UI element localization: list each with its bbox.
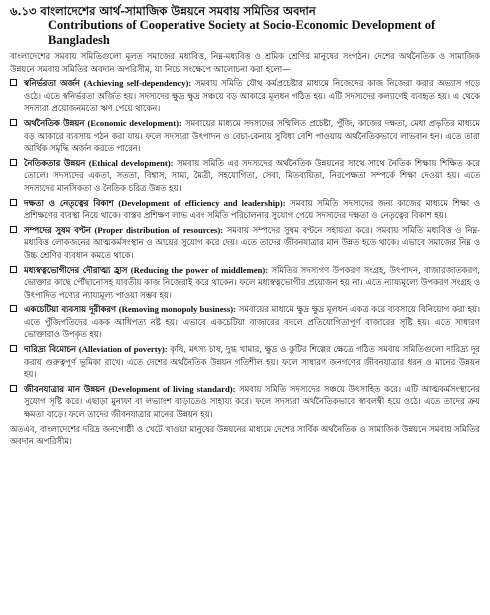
list-item [10,383,480,421]
checkbox-bullet-icon [10,119,17,126]
item-text: সমবায় সমিতি যৌথ কর্মপ্রচেষ্টার মাধ্যমে নিজেদের কাজ নিজেরা করার অভ্যাস গড়ে ওঠে। এতে স্বনির্ভরতা অর্জিত হয়। সদস্যদের ক্ষুদ্র ক্ষুদ্র সঞ্চয়ে বড় আকারে মূলধন গঠিত হয়। এটি সদস্যদের কল্যাণেই ব্যবহৃত হয়। এ থেকে সদস্যরা প্রয়োজনমতো ঋণ পেয়ে থাকেন। [24,78,480,114]
item-english-heading: (Development of efficiency and leadership): [118,197,286,208]
item-heading: স্বনির্ভরতা অর্জন [24,78,80,89]
item-heading: দক্ষতা ও নেতৃত্বের বিকাশ [24,197,114,208]
item-english-heading: (Alleviation of poverty): [78,344,168,355]
item-text: সমিতির সদস্যগণ উপকরণ সংগ্রহ, উৎপাদন, বাজারজাতকরণ, ভোক্তার কাছে পৌঁছানোসহ যাবতীয় কাজ নিজেরাই করে থাকেন। ফলে মধ্যস্বত্বভোগীর প্রয়োজন হয় না। এতে ন্যায্যমূল্যে উপকরণ সংগ্রহ ও উৎপাদিত পণ্যের ন্যায্যমূল্য পাওয়া সম্ভব হয়। [24,264,480,300]
checkbox-bullet-icon [10,159,17,166]
item-heading: দারিদ্র্য বিমোচন [24,344,76,355]
list-item [10,343,480,381]
checkbox-bullet-icon [10,385,17,392]
list-item [10,117,480,155]
item-text: সমবায় সমিতি সদস্যদের সঞ্চয়ে উৎসাহিত করে। এটি আত্মকর্মসংস্থানের সুযোগ সৃষ্টি করে। এছাড়া মুনাফা বা লভ্যাংশ বাড়াতেও সাহায্য করে। ফলে সদস্যরা অর্থনৈতিকভাবে স্বাবলম্বী হয়ে ওঠে। এতে তাদের ক্রয় ক্ষমতা বাড়ে। ফলে তাদের জীবনযাত্রার মানের উন্নয়ন হয়। [24,383,480,420]
checkbox-bullet-icon [10,226,17,233]
item-english-heading: (Proper distribution of resources): [94,224,224,235]
item-english-heading: (Ethical development): [88,157,174,168]
item-english-heading: (Removing monopoly business): [118,304,236,315]
item-english-heading: (Reducing the power of middlemen): [130,264,269,275]
checkbox-bullet-icon [10,199,17,206]
item-text: সমবায়ের মাধ্যমে ক্ষুদ্র ক্ষুদ্র মূলধন একত্র করে ব্যবসায়ে বিনিয়োগ করা হয়। এতে পুঁজিপতিদের একক আধিপত্য নষ্ট হয়। এভাবে একচেটিয়া বাজারের বদলে প্রতিযোগিতাপূর্ণ বাজারের সৃষ্টি হয়। এতে সাধারণ ভোক্তারাও উপকৃত হয়। [24,304,480,340]
item-text: সমবায় সমিতি এর সদস্যদের অর্থনৈতিক উন্নয়নের সাথে সাথে নৈতিক শিক্ষায় শিক্ষিত করে তোলে। সদস্যদের একতা, সততা, বিশ্বাস, সাম্য, মৈত্রী, সহযোগিতা, সেবা, মিতব্যয়িতা, নিরপেক্ষতা সম্পর্কে শিক্ষা দেওয়া হয়। এতে সদস্যদের মানসিকতা ও নৈতিক চরিত্র উন্নত হয়। [24,157,480,193]
item-heading: নৈতিকতার উন্নয়ন [24,157,86,168]
item-heading: অর্থনৈতিক উন্নয়ন [24,117,85,128]
checkbox-bullet-icon [10,345,17,352]
section-english-title: Contributions of Cooperative Society at Socio-Economic Development of Bangladesh [48,18,436,47]
item-text: কৃষি, মৎস্য চাষ, দুগ্ধ খামার, ক্ষুদ্র ও কুটির শিল্পের ক্ষেত্রে গঠিত সমবায় সমিতিগুলো দারিদ্র্য দূর করায় গুরুত্বপূর্ণ ভূমিকা রাখে। এতে দেশের অর্থনৈতিক উন্নয়ন গতিশীল হয়। ফলে সাধারণ জনগণের জীবনযাত্রার ধরন ও মানের উন্নয়ন হয়। [24,344,481,380]
intro-paragraph: বাংলাদেশের সমবায় সমিতিগুলো মূলত সমাজের মধ্যবিত্ত, নিম্ন-মধ্যবিত্ত ও শ্রমিক শ্রেণির মানুষের সংগঠন। দেশের অর্থনৈতিক ও সামাজিক উন্নয়নে সমবায় সমিতির অবদান অপরিসীম, যা নিচে সংক্ষেপে আলোচনা করা হলো— [10,51,480,74]
item-text: সমবায়ের মাধ্যমে সদস্যদের সম্মিলিত প্রচেষ্টা, পুঁজি, কাজের দক্ষতা, মেধা প্রভৃতির মাধ্যমে বড় আকারে ব্যবসায় গঠন করা যায়। ফলে সদস্যরা উৎপাদন ও বেচা-কেনায় সুবিধা বেশি পাওয়ায় অর্থনৈতিকভাবে লাভবান হন। এতে তারা আর্থিক সমৃদ্ধি অর্জন করতে পারেন। [24,117,480,154]
item-heading: জীবনযাত্রার মান উন্নয়ন [24,383,106,394]
list-item [10,264,480,302]
contribution-list [10,77,480,420]
list-item [10,77,480,115]
item-heading: মধ্যস্বত্বভোগীদের দৌরাত্ম্য হ্রাস [24,264,128,275]
item-text: সমবায় সম্পদের সুষম বণ্টনে সহায়তা করে। সমবায় সমিতি মধ্যবিত্ত ও নিম্ন-মধ্যবিত্ত লোকজনের আত্মকর্মসংস্থান ও আয়ের সুযোগ করে দেয়। এতে তাদের জীবনযাত্রার মান উন্নত হতে থাকে। এভাবে সমাজের নিম্ন ও উচ্চ শ্রেণির ব্যবধান কমতে থাকে। [24,224,480,260]
item-heading: সম্পদের সুষম বণ্টন [24,224,91,235]
list-item [10,303,480,341]
checkbox-bullet-icon [10,266,17,273]
section-title: ৬.১৩ বাংলাদেশের আর্থ-সামাজিক উন্নয়নে সমবায় সমিতির অবদান [10,4,316,18]
item-english-heading: (Economic development): [87,117,182,128]
item-text: সমবায় সমিতি সদস্যদের জন্য কাজের মাধ্যমে শিক্ষা ও প্রশিক্ষণের ব্যবস্থা নিয়ে থাকে। বাস্তব প্রশিক্ষণ লাভ এবং সমিতি পরিচালনার সুযোগ পেয়ে সদস্যদের দক্ষতা ও নেতৃত্বের বিকাশ হয়। [24,197,480,221]
item-english-heading: (Achieving self-dependency): [83,78,192,89]
list-item [10,157,480,195]
list-item [10,224,480,262]
item-english-heading: (Development of living standard): [108,383,236,394]
conclusion-paragraph: অতএব, বাংলাদেশের দরিদ্র জনগোষ্ঠী ও খেটে খাওয়া মানুষের উন্নয়নের মাধ্যমে দেশের সার্বিক অর্থনৈতিক ও সামাজিক উন্নয়নে সমবায় সমিতির অবদান অপরিসীম। [10,423,480,447]
list-item [10,197,480,222]
checkbox-bullet-icon [10,79,17,86]
checkbox-bullet-icon [10,305,17,312]
item-heading: একচেটিয়া ব্যবসায় দূরীকরণ [24,304,117,315]
